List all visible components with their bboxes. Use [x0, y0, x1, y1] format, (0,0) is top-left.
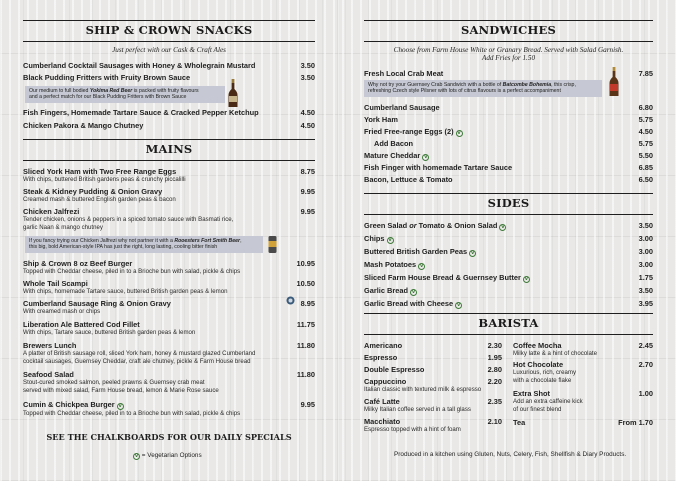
- sandwiches-fries-note: Add Fries for 1.50: [481, 54, 536, 62]
- item-name: Add Bacon: [374, 139, 414, 148]
- item-desc: Milky Italian coffee served in a tall glass: [364, 406, 471, 413]
- item-desc: with a chocolate flake: [513, 376, 572, 384]
- vegetarian-icon: V: [457, 130, 461, 136]
- item-desc: Tender chicken, onions & peppers in a spiced tomato sauce with Basmati rice,: [23, 216, 234, 223]
- menu-item: [23, 207, 315, 231]
- item-name: Chips V: [364, 234, 392, 243]
- menu-item: [364, 299, 653, 309]
- item-desc: garlic Naan & mango chutney: [23, 223, 103, 231]
- page-fold: [337, 0, 339, 481]
- sandwiches-beer-promo: Why not try your Guernsey Crab Sandwich with a bottle of Batcombe Bohemia, this crisp, refreshing Czech style Pilsner with lots of citrus flavours is a perfect accompaniment: [364, 80, 602, 97]
- chalkboard-specials-note: SEE THE CHALKBOARDS FOR OUR DAILY SPECIALS: [46, 432, 292, 442]
- item-name: Cumberland Cocktail Sausages with Honey & Wholegrain Mustard: [23, 61, 256, 70]
- item-name: York Ham: [364, 115, 398, 124]
- menu-item: [23, 279, 315, 296]
- item-desc: Topped with Cheddar cheese, piled in to a Brioche bun with salad, pickle & chips: [23, 409, 241, 417]
- item-price: 1.00: [638, 389, 653, 398]
- item-price: 9.95: [300, 207, 315, 216]
- item-price: 11.75: [296, 320, 315, 329]
- menu-item: [23, 370, 315, 394]
- item-desc: Luxurious, rich, creamy: [513, 369, 576, 376]
- vegetarian-icon: V: [524, 276, 529, 282]
- item-name: Bacon, Lettuce & Tomato: [364, 175, 453, 184]
- item-price: 3.50: [300, 73, 315, 82]
- item-name: Café Latte: [364, 397, 400, 406]
- menu-item: [364, 341, 502, 350]
- sides-heading: SIDES: [364, 193, 653, 215]
- item-price: 3.00: [638, 260, 653, 269]
- item-name: Fish Finger with homemade Tartare Sauce: [364, 163, 513, 172]
- menu-item: [23, 320, 315, 337]
- item-name: Cumberland Sausage Ring & Onion Gravy: [23, 299, 171, 308]
- beer-bottle-icon: [609, 67, 619, 97]
- item-name: Hot Chocolate: [513, 360, 564, 369]
- item-desc: Milky latte & a hint of chocolate: [513, 350, 598, 357]
- mains-heading: MAINS: [23, 139, 315, 161]
- mains-beer-promo: If you fancy trying our Chicken Jalfrezi why not partner it with a Rooesters Fort Smith Beer, this big, bold American-style IPA has just the right, long lasting, cooling bitter finish: [25, 236, 263, 253]
- menu-item: [364, 365, 502, 374]
- vegetarian-legend: V = Vegetarian Options: [134, 452, 202, 459]
- menu-item: [364, 127, 653, 137]
- vegetarian-icon: V: [411, 289, 416, 295]
- item-desc: With chips, homemade Tartare sauce, buttered British garden peas & lemon: [23, 288, 228, 295]
- item-desc: With creamed mash or chips: [23, 308, 101, 315]
- vegetarian-icon: V: [501, 224, 505, 230]
- item-price: 3.95: [638, 299, 653, 308]
- item-price: 2.45: [638, 341, 653, 350]
- menu-item: [364, 417, 502, 434]
- vegetarian-icon: V: [419, 263, 424, 269]
- menu-item: [513, 418, 653, 427]
- item-desc: Topped with Cheddar cheese, piled in to a Brioche bun with salad, pickle & chips: [23, 268, 241, 275]
- item-desc: cocktail sausages, Guernsey Cheddar, craft ale chutney, pickle & Farm House bread: [23, 357, 251, 365]
- item-price: 2.80: [487, 365, 502, 374]
- menu-item: [364, 151, 653, 161]
- item-name: Coffee Mocha: [513, 341, 562, 350]
- snacks-subtitle: Just perfect with our Cask & Craft Ales: [112, 46, 226, 54]
- menu-item: [364, 377, 502, 394]
- item-desc: With chips, buttered British gardens peas & crunchy piccalilli: [23, 176, 186, 183]
- item-price: 3.50: [300, 61, 315, 70]
- item-price: 4.50: [638, 127, 653, 136]
- item-name: Mature Cheddar V: [364, 151, 428, 160]
- item-desc: A platter of British sausage roll, sliced York ham, honey & mustard glazed Cumberland: [23, 350, 256, 357]
- snacks-heading: SHIP & CROWN SNACKS: [23, 20, 315, 42]
- item-price: 6.80: [638, 103, 653, 112]
- item-name: Fish Fingers, Homemade Tartare Sauce & Cracked Pepper Ketchup: [23, 108, 259, 117]
- item-name: Cumberland Sausage: [364, 103, 440, 112]
- menu-item: [364, 115, 653, 124]
- sandwiches-subtitle: Choose from Farm House White or Granary Bread. Served with Salad Garnish.: [393, 46, 624, 54]
- item-price: 3.00: [638, 247, 653, 256]
- sandwiches-heading: SANDWICHES: [364, 20, 653, 42]
- menu-item: [23, 167, 315, 184]
- item-name: Americano: [364, 341, 403, 350]
- menu-item: [364, 397, 502, 414]
- vegetarian-icon: V: [118, 403, 122, 409]
- beer-can-icon: [268, 235, 277, 254]
- menu-item: [513, 360, 653, 384]
- item-price: 7.85: [638, 69, 653, 78]
- item-price: 3.50: [638, 221, 653, 230]
- item-price: 8.95: [300, 299, 315, 308]
- item-name: Green Salad or Tomato & Onion Salad V: [364, 221, 505, 230]
- item-price: 3.50: [638, 286, 653, 295]
- allergen-note: Produced in a kitchen using Gluten, Nuts, Celery, Fish, Shellfish & Diary Products.: [394, 451, 627, 458]
- item-name: Whole Tail Scampi: [23, 279, 88, 288]
- item-name: Garlic Bread V: [364, 286, 416, 295]
- item-price: 5.50: [638, 151, 653, 160]
- menu-item: [364, 139, 653, 148]
- item-price: 2.70: [638, 360, 653, 369]
- menu-item: [364, 175, 653, 184]
- item-price: 1.75: [638, 273, 653, 282]
- item-price: 9.95: [300, 187, 315, 196]
- item-name: Double Espresso: [364, 365, 425, 374]
- item-name: Buttered British Garden Peas V: [364, 247, 475, 256]
- item-name: Seafood Salad: [23, 370, 74, 379]
- item-price: From 1.70: [618, 418, 653, 427]
- item-name: Garlic Bread with Cheese V: [364, 299, 461, 308]
- item-name: Black Pudding Fritters with Fruity Brown Sauce: [23, 73, 191, 82]
- item-name: Steak & Kidney Pudding & Onion Gravy: [23, 187, 163, 196]
- item-price: 11.80: [296, 341, 315, 350]
- item-price: 1.95: [487, 353, 502, 362]
- item-price: 2.35: [487, 397, 502, 406]
- menu-item: [23, 259, 315, 276]
- item-price: 6.85: [638, 163, 653, 172]
- item-price: 2.10: [487, 417, 502, 426]
- item-desc: Creamed mash & buttered English garden peas & bacon: [23, 196, 176, 203]
- item-price: 3.00: [638, 234, 653, 243]
- vegetarian-icon: V: [423, 154, 428, 160]
- item-name: Brewers Lunch: [23, 341, 77, 350]
- item-name: Chicken Pakora & Mango Chutney: [23, 121, 144, 130]
- menu-item: [23, 400, 315, 417]
- beer-bottle-icon: [228, 79, 238, 108]
- item-desc: served with mixed salad, Farm House bread, lemon & Marie Rose sauce: [23, 386, 219, 394]
- menu-item: [364, 234, 653, 244]
- menu-item: [364, 163, 653, 172]
- item-desc: of our finest blend: [513, 405, 562, 413]
- item-desc: Italian classic with textured milk & espresso: [364, 386, 482, 393]
- menu-item: [23, 341, 315, 365]
- item-desc: With chips, Tartare sauce, buttered British garden peas & lemon: [23, 329, 196, 336]
- vegetarian-icon: V: [134, 453, 139, 459]
- item-name: Tea: [513, 418, 526, 427]
- item-desc: Stout-cured smoked salmon, peeled prawns & Guernsey crab meat: [23, 379, 205, 386]
- item-name: Mash Potatoes V: [364, 260, 424, 269]
- item-price: 9.95: [300, 400, 315, 409]
- item-price: 4.50: [300, 121, 315, 130]
- item-name: Fried Free-range Eggs (2) V: [364, 127, 461, 136]
- item-price: 4.50: [300, 108, 315, 117]
- barista-heading: BARISTA: [364, 313, 653, 335]
- menu-item: [23, 299, 315, 316]
- item-price: 5.75: [638, 115, 653, 124]
- item-desc: Add an extra caffeine kick: [513, 398, 583, 405]
- item-name: Macchiato: [364, 417, 401, 426]
- item-price: 11.80: [296, 370, 315, 379]
- item-price: 5.75: [638, 139, 653, 148]
- vegetarian-icon: V: [470, 250, 475, 256]
- menu-item: [364, 247, 653, 257]
- menu-item: [364, 353, 502, 362]
- menu-item: [23, 121, 315, 130]
- menu-item: [23, 187, 315, 204]
- menu-item: [23, 61, 315, 70]
- menu-item: [23, 73, 315, 82]
- item-name: Cumin & Chickpea Burger V: [23, 400, 122, 409]
- item-name: Sliced Farm House Bread & Guernsey Butter V: [364, 273, 529, 282]
- snacks-beer-promo: Our medium to full bodied Yokima Red Beer is packed with fruity flavours and a perfect match for our Black Pudding Fritters with Brown Sauce: [25, 86, 225, 103]
- menu-item: [364, 103, 653, 112]
- item-price: 10.50: [296, 279, 315, 288]
- vegetarian-icon: V: [388, 237, 392, 243]
- item-price: 2.30: [487, 341, 502, 350]
- item-price: 6.50: [638, 175, 653, 184]
- item-price: 10.95: [296, 259, 315, 268]
- item-name: Liberation Ale Battered Cod Fillet: [23, 320, 140, 329]
- menu-item: [364, 260, 653, 270]
- vegetarian-icon: V: [456, 302, 461, 308]
- item-price: 2.20: [487, 377, 502, 386]
- item-name: Fresh Local Crab Meat: [364, 69, 444, 78]
- item-name: Ship & Crown 8 oz Beef Burger: [23, 259, 133, 268]
- menu-item: [23, 108, 315, 117]
- item-price: 8.75: [300, 167, 315, 176]
- menu-item: [513, 389, 653, 413]
- item-name: Extra Shot: [513, 389, 550, 398]
- menu-item: [364, 273, 653, 283]
- menu-item: [364, 286, 653, 296]
- item-name: Espresso: [364, 353, 398, 362]
- menu-item: [364, 221, 653, 231]
- item-desc: Espresso topped with a hint of foam: [364, 426, 461, 433]
- item-name: Cappuccino: [364, 377, 407, 386]
- menu-item: [513, 341, 653, 358]
- item-name: Sliced York Ham with Two Free Range Eggs: [23, 167, 177, 176]
- item-name: Chicken Jalfrezi: [23, 207, 80, 216]
